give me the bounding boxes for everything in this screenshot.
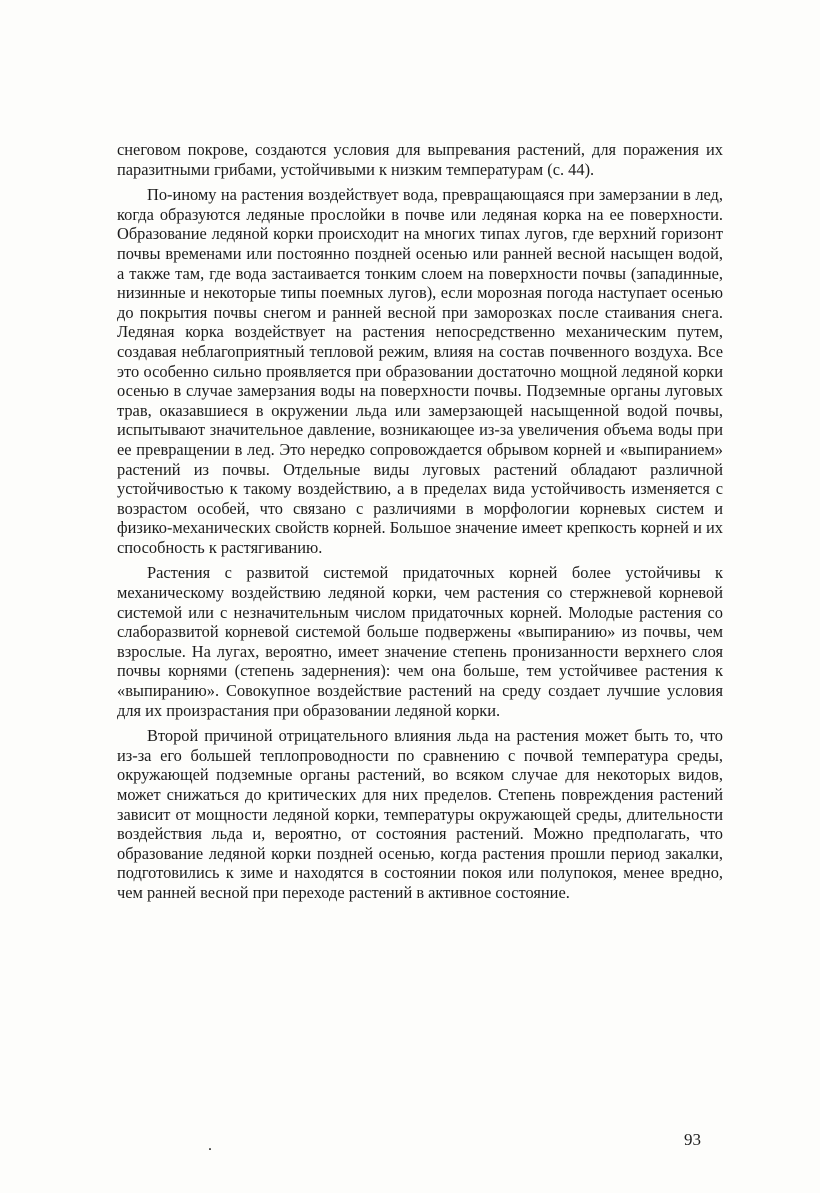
body-text [117, 140, 723, 909]
paragraph-continuation: снеговом покрове, создаются условия для выпревания растений, для поражения их паразитными грибами, устойчивыми к низким температурам (с. 44). [117, 140, 723, 179]
paragraph-ice-crust: По-иному на растения воздействует вода, превращающаяся при замерзании в лед, когда образуются ледяные прослойки в почве или ледяная корка на ее поверхности. Образование ледяной корки происходит на многих типах лугов, где верхний горизонт почвы временами или постоянно поздней осенью или ранней весной насыщен водой, а также там, где вода застаивается тонким слоем на поверхности почвы (западинные, низинные и некоторые типы поемных лугов), если морозная погода наступает осенью до покрытия почвы снегом и ранней весной при заморозках после стаивания снега. Ледяная корка воздействует на растения непосредственно механическим путем, создавая неблагоприятный тепловой режим, влияя на состав почвенного воздуха. Все это особенно сильно проявляется при образовании достаточно мощной ледяной корки осенью в случае замерзания воды на поверхности почвы. Подземные органы луговых трав, оказавшиеся в окружении льда или замерзающей насыщенной водой почвы, испытывают значительное давление, возникающее из-за увеличения объема воды при ее превращении в лед. Это нередко сопровождается обрывом корней и «выпиранием» растений из почвы. Отдельные виды луговых растений обладают различной устойчивостью к такому воздействию, а в пределах вида устойчивость изменяется с возрастом особей, что связано с различиями в морфологии корневых систем и физико-механических свойств корней. Большое значение имеет крепкость корней и их способность к растягиванию. [117, 185, 723, 557]
page-number: 93 [684, 1130, 701, 1149]
paragraph-thermal-conductivity: Второй причиной отрицательного влияния льда на растения может быть то, что из-за его большей теплопроводности по сравнению с почвой температура среды, окружающей подземные органы растений, во всяком случае для некоторых видов, может снижаться до критических для них пределов. Степень повреждения растений зависит от мощности ледяной корки, температуры окружающей среды, длительности воздействия льда и, вероятно, от состояния растений. Можно предполагать, что образование ледяной корки поздней осенью, когда растения прошли период закалки, подготовились к зиме и находятся в состоянии покоя или полупокоя, менее вредно, чем ранней весной при переходе растений в активное состояние. [117, 726, 723, 902]
footer-mark: . [208, 1137, 212, 1154]
paragraph-root-systems: Растения с развитой системой придаточных корней более устойчивы к механическому воздействию ледяной корки, чем растения со стержневой корневой системой или с незначительным числом придаточных корней. Молодые растения со слаборазвитой корневой системой больше подвержены «выпиранию» из почвы, чем взрослые. На лугах, вероятно, имеет значение степень пронизанности верхнего слоя почвы корнями (степень задернения): чем она больше, тем устойчивее растения к «выпиранию». Совокупное воздействие растений на среду создает лучшие условия для их произрастания при образовании ледяной корки. [117, 563, 723, 720]
